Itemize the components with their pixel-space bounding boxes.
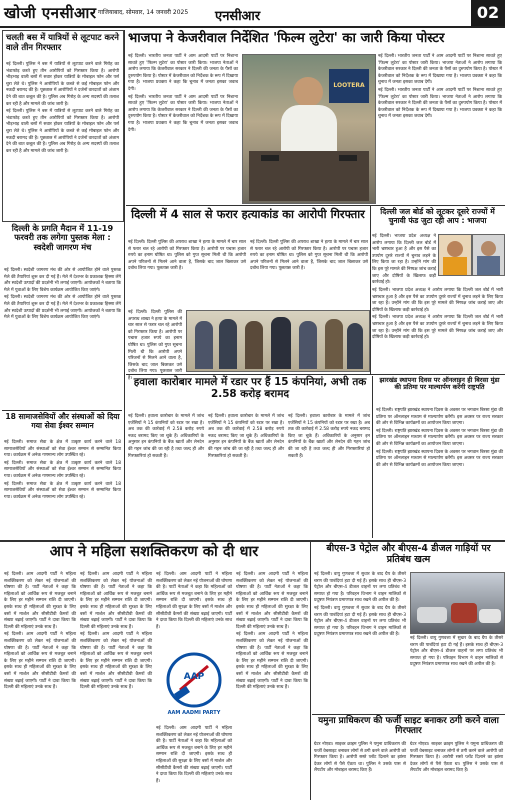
jail-escape-headline: दिल्ली में 4 साल से फरार हत्याकांड का आरोपी गिरफ्तार — [131, 207, 365, 221]
jail-escape-body-2: नई दिल्ली। दिल्ली पुलिस की अपराध शाखा ने हत्या के मामले में चार साल से फरार चल रहे आरोपी को गिरफ्तार किया है। आरोपी पर पचास हजार रुपये का इनाम घोषित था। पुलिस को गुप्त सूचना मिली थी कि आरोपी अपने परिजनों से मिलने आने वाला है, जिसके बाद जाल बिछाकर उसे दबोच लिया गया। पूछताछ जारी है। — [250, 240, 368, 272]
bs3-bs4-body-2: नई दिल्ली। वायु गुणवत्ता में सुधार के बाद ग्रैप के तीसरे चरण की पाबंदियां हटा दी गई हैं। इसके साथ ही बीएस-3 पेट्रोल और बीएस-4 डीजल वाहनों पर लगा प्रतिबंध भी समाप्त हो गया है। परिवहन विभाग ने वाहन मालिकों से प्रदूषण नियंत्रण प्रमाणपत्र साथ रखने की अपील की है। — [410, 636, 503, 668]
social-orgs-body: नई दिल्ली। समाज सेवा के क्षेत्र में उत्कृष्ट कार्य करने वाले 18 सामाजसेवियों और संस्थाओं को सेवा ईश्वर सम्मान से सम्मानित किया गया। कार्यक्रम में अनेक गणमान्य लोग उपस्थित रहे। नई दिल्ली। समाज सेवा के क्षेत्र में उत्कृष्ट कार्य करने वाले 18 सामाजसेवियों और संस्थाओं को सेवा ईश्वर सम्मान से सम्मानित किया गया। कार्यक्रम में अनेक गणमान्य लोग उपस्थित रहे। नई दिल्ली। समाज सेवा के क्षेत्र में उत्कृष्ट कार्य करने वाले 18 सामाजसेवियों और संस्थाओं को सेवा ईश्वर सम्मान से सम्मानित किया गया। कार्यक्रम में अनेक गणमान्य लोग उपस्थित रहे। — [4, 440, 121, 500]
page-number: 02 — [471, 0, 505, 26]
masthead — [0, 0, 505, 28]
bjp-press-photo — [242, 54, 376, 204]
aap-women-body-5: नई दिल्ली। आम आदमी पार्टी ने महिला सशक्तिकरण को लेकर नई योजनाओं की घोषणा की है। पार्टी नेताओं ने कहा कि महिलाओं को आर्थिक रूप से मजबूत बनाने के लिए हर महीने सम्मान राशि दी जाएगी। इसके साथ ही महिलाओं की सुरक्षा के लिए बसों में मार्शल और सीसीटीवी कैमरों की संख्या बढ़ाई जाएगी। पार्टी ने दावा किया कि दिल्ली की महिलाएं उनके साथ हैं। नई दिल्ली। आम आदमी पार्टी ने महिला सशक्तिकरण को लेकर नई योजनाओं की घोषणा की है। पार्टी नेताओं ने कहा कि महिलाओं को आर्थिक रूप से मजबूत बनाने के लिए हर महीने सम्मान राशि दी जाएगी। इसके साथ ही महिलाओं की सुरक्षा के लिए बसों में मार्शल और सीसीटीवी कैमरों की संख्या बढ़ाई जाएगी। पार्टी ने दावा किया कि दिल्ली की महिलाएं उनके साथ हैं। — [236, 572, 308, 691]
bs3-bs4-headline: बीएस-3 पेट्रोल और बीएस-4 डीजल गाड़ियों पर प्रतिबंध खत्म — [326, 543, 491, 565]
jail-escape-body-1: नई दिल्ली। दिल्ली पुलिस की अपराध शाखा ने हत्या के मामले में चार साल से फरार चल रहे आरोपी को गिरफ्तार किया है। आरोपी पर पचास हजार रुपये का इनाम घोषित था। पुलिस को गुप्त सूचना मिली थी कि आरोपी अपने परिजनों से मिलने आने वाला है, जिसके बाद जाल बिछाकर उसे दबोच लिया गया। पूछताछ जारी है। — [128, 240, 246, 272]
jal-board-photo-kejriwal — [472, 234, 505, 276]
newspaper-name: खोजी एनसीआर — [4, 4, 97, 22]
aap-women-headline: आप ने महिला सशक्तिकरण को दी धार — [49, 543, 259, 560]
section-title: एनसीआर — [215, 9, 261, 24]
bjp-poster-headline: भाजपा ने केजरीवाल निर्देशित 'फिल्म लुटेरा' का जारी किया पोस्टर — [128, 31, 445, 46]
jal-board-headline: दिल्ली जल बोर्ड को लूटकर दूसरे राज्यों में चुनावी फंड जुटा रही आप : भाजपा — [380, 207, 495, 225]
divider — [0, 540, 505, 542]
dateline: गाजियाबाद, सोमवार, 14 जनवरी 2025 — [98, 9, 189, 16]
aap-logo-text: AAP — [183, 672, 205, 682]
jal-board-body-1: नई दिल्ली। भाजपा प्रदेश अध्यक्ष ने आरोप लगाया कि दिल्ली जल बोर्ड में भारी भ्रष्टाचार हुआ है और इस पैसे का उपयोग दूसरे राज्यों में चुनाव लड़ने के लिए किया जा रहा है। उन्होंने मांग की कि इस पूरे मामले की निष्पक्ष जांच कराई जाए और दोषियों के खिलाफ कड़ी कार्रवाई हो। — [372, 234, 436, 286]
bus-thieves-headline: चलती बस में यात्रियों से लूटपाट करने वाले तीन गिरफ्तार — [6, 32, 119, 52]
book-fair-body: नई दिल्ली। स्वदेशी जागरण मंच की ओर से आयोजित होने वाले पुस्तक मेले की तैयारियां शुरू कर दी गई हैं। मेले में देशभर के प्रकाशक हिस्सा लेंगे और स्वदेशी उत्पादों की प्रदर्शनी भी लगाई जाएगी। आयोजकों ने बताया कि मेले में युवाओं के लिए विशेष कार्यक्रम आयोजित किए जाएंगे। नई दिल्ली। स्वदेशी जागरण मंच की ओर से आयोजित होने वाले पुस्तक मेले की तैयारियां शुरू कर दी गई हैं। मेले में देशभर के प्रकाशक हिस्सा लेंगे और स्वदेशी उत्पादों की प्रदर्शनी भी लगाई जाएगी। आयोजकों ने बताया कि मेले में युवाओं के लिए विशेष कार्यक्रम आयोजित किए जाएंगे। — [4, 268, 121, 321]
yamuna-body-1: ग्रेटर नोएडा। साइबर क्राइम पुलिस ने यमुना प्राधिकरण की फर्जी वेबसाइट बनाकर लोगों से ठगी करने वाले आरोपी को गिरफ्तार किया है। आरोपी सस्ते प्लॉट दिलाने का झांसा देकर लोगों से पैसे ऐंठता था। पुलिस ने उसके पास से लैपटॉप और मोबाइल बरामद किए हैं। — [314, 742, 406, 774]
jal-board-photo-sachdeva — [438, 234, 472, 276]
hawala-headline: हवाला कारोबार मामले में रडार पर हैं 15 कंपनियां, अभी तक 2.58 करोड़ बरामद — [133, 376, 367, 400]
aap-women-body-1: नई दिल्ली। आम आदमी पार्टी ने महिला सशक्तिकरण को लेकर नई योजनाओं की घोषणा की है। पार्टी नेताओं ने कहा कि महिलाओं को आर्थिक रूप से मजबूत बनाने के लिए हर महीने सम्मान राशि दी जाएगी। इसके साथ ही महिलाओं की सुरक्षा के लिए बसों में मार्शल और सीसीटीवी कैमरों की संख्या बढ़ाई जाएगी। पार्टी ने दावा किया कि दिल्ली की महिलाएं उनके साथ हैं। नई दिल्ली। आम आदमी पार्टी ने महिला सशक्तिकरण को लेकर नई योजनाओं की घोषणा की है। पार्टी नेताओं ने कहा कि महिलाओं को आर्थिक रूप से मजबूत बनाने के लिए हर महीने सम्मान राशि दी जाएगी। इसके साथ ही महिलाओं की सुरक्षा के लिए बसों में मार्शल और सीसीटीवी कैमरों की संख्या बढ़ाई जाएगी। पार्टी ने दावा किया कि दिल्ली की महिलाएं उनके साथ हैं। — [4, 572, 76, 691]
bus-thieves-body: नई दिल्ली। पुलिस ने बस में यात्रियों से लूटपाट करने वाले गिरोह का भंडाफोड़ करते हुए तीन आरोपियों को गिरफ्तार किया है। आरोपी भीड़भाड़ वाली बसों में सवार होकर यात्रियों के मोबाइल फोन और पर्स चुरा लेते थे। पुलिस ने आरोपियों के कब्जे से कई मोबाइल फोन और नकदी बरामद की है। पूछताछ में आरोपियों ने दर्जनों वारदातों को अंजाम देने की बात कबूल की है। पुलिस अब गिरोह के अन्य सदस्यों की तलाश कर रही है और मामले की जांच जारी है। नई दिल्ली। पुलिस ने बस में यात्रियों से लूटपाट करने वाले गिरोह का भंडाफोड़ करते हुए तीन आरोपियों को गिरफ्तार किया है। आरोपी भीड़भाड़ वाली बसों में सवार होकर यात्रियों के मोबाइल फोन और पर्स चुरा लेते थे। पुलिस ने आरोपियों के कब्जे से कई मोबाइल फोन और नकदी बरामद की है। पूछताछ में आरोपियों ने दर्जनों वारदातों को अंजाम देने की बात कबूल की है। पुलिस अब गिरोह के अन्य सदस्यों की तलाश कर रही है और मामले की जांच जारी है। — [6, 62, 119, 154]
aap-logo — [156, 650, 232, 724]
divider — [2, 410, 122, 411]
divider — [126, 205, 505, 206]
yamuna-body-2: ग्रेटर नोएडा। साइबर क्राइम पुलिस ने यमुना प्राधिकरण की फर्जी वेबसाइट बनाकर लोगों से ठगी करने वाले आरोपी को गिरफ्तार किया है। आरोपी सस्ते प्लॉट दिलाने का झांसा देकर लोगों से पैसे ऐंठता था। पुलिस ने उसके पास से लैपटॉप और मोबाइल बरामद किए हैं। — [410, 742, 503, 774]
lootera-poster: LOOTERA — [329, 69, 369, 103]
arrest-photo — [186, 310, 370, 372]
aap-women-body-2: नई दिल्ली। आम आदमी पार्टी ने महिला सशक्तिकरण को लेकर नई योजनाओं की घोषणा की है। पार्टी नेताओं ने कहा कि महिलाओं को आर्थिक रूप से मजबूत बनाने के लिए हर महीने सम्मान राशि दी जाएगी। इसके साथ ही महिलाओं की सुरक्षा के लिए बसों में मार्शल और सीसीटीवी कैमरों की संख्या बढ़ाई जाएगी। पार्टी ने दावा किया कि दिल्ली की महिलाएं उनके साथ हैं। नई दिल्ली। आम आदमी पार्टी ने महिला सशक्तिकरण को लेकर नई योजनाओं की घोषणा की है। पार्टी नेताओं ने कहा कि महिलाओं को आर्थिक रूप से मजबूत बनाने के लिए हर महीने सम्मान राशि दी जाएगी। इसके साथ ही महिलाओं की सुरक्षा के लिए बसों में मार्शल और सीसीटीवी कैमरों की संख्या बढ़ाई जाएगी। पार्टी ने दावा किया कि दिल्ली की महिलाएं उनके साथ हैं। — [80, 572, 152, 691]
hawala-body-3: नई दिल्ली। हवाला कारोबार के मामले में जांच एजेंसियों ने 15 कंपनियों को रडार पर रखा है। अब तक की कार्रवाई में 2.58 करोड़ रुपये नकद बरामद किए जा चुके हैं। अधिकारियों के अनुसार इन कंपनियों के बैंक खातों और लेनदेन की गहन जांच की जा रही है तथा जल्द ही और गिरफ्तारियां हो सकती हैं। — [288, 414, 370, 459]
column-divider — [310, 542, 311, 800]
column-divider — [124, 30, 125, 540]
column-divider — [372, 376, 373, 538]
traffic-photo — [410, 572, 505, 634]
social-orgs-headline: 18 सामाजसेवियों और संस्थाओं को दिया गया सेवा ईश्वर सम्मान — [5, 412, 120, 430]
yamuna-headline: यमुना प्राधिकरण की फर्जी साइट बनाकर ठगी करने वाला गिरफ्तार — [318, 716, 499, 737]
aap-logo-subtext: AAM AADMI PARTY — [167, 710, 221, 716]
jharkhand-headline: झारखंड स्थापना दिवस पर ऑनलाइन ही बिरसा मुंडा की प्रतिमा पर माल्यार्पण करेंगी राष्ट्रपति — [379, 376, 500, 392]
bjp-poster-body-left: नई दिल्ली। भारतीय जनता पार्टी ने आम आदमी पार्टी पर निशाना साधते हुए 'फिल्म लुटेरा' का पोस्टर जारी किया। भाजपा नेताओं ने आरोप लगाया कि केजरीवाल सरकार ने दिल्ली की जनता के पैसों का दुरुपयोग किया है। पोस्टर में केजरीवाल को निर्देशक के रूप में दिखाया गया है। भाजपा प्रवक्ता ने कहा कि चुनाव में जनता इसका जवाब देगी। नई दिल्ली। भारतीय जनता पार्टी ने आम आदमी पार्टी पर निशाना साधते हुए 'फिल्म लुटेरा' का पोस्टर जारी किया। भाजपा नेताओं ने आरोप लगाया कि केजरीवाल सरकार ने दिल्ली की जनता के पैसों का दुरुपयोग किया है। पोस्टर में केजरीवाल को निर्देशक के रूप में दिखाया गया है। भाजपा प्रवक्ता ने कहा कि चुनाव में जनता इसका जवाब देगी। — [128, 54, 238, 133]
column-divider — [370, 206, 371, 374]
divider — [312, 714, 505, 715]
aap-women-body-4: नई दिल्ली। आम आदमी पार्टी ने महिला सशक्तिकरण को लेकर नई योजनाओं की घोषणा की है। पार्टी नेताओं ने कहा कि महिलाओं को आर्थिक रूप से मजबूत बनाने के लिए हर महीने सम्मान राशि दी जाएगी। इसके साथ ही महिलाओं की सुरक्षा के लिए बसों में मार्शल और सीसीटीवी कैमरों की संख्या बढ़ाई जाएगी। पार्टी ने दावा किया कि दिल्ली की महिलाएं उनके साथ हैं। — [156, 726, 233, 784]
jal-board-body-2: नई दिल्ली। भाजपा प्रदेश अध्यक्ष ने आरोप लगाया कि दिल्ली जल बोर्ड में भारी भ्रष्टाचार हुआ है और इस पैसे का उपयोग दूसरे राज्यों में चुनाव लड़ने के लिए किया जा रहा है। उन्होंने मांग की कि इस पूरे मामले की निष्पक्ष जांच कराई जाए और दोषियों के खिलाफ कड़ी कार्रवाई हो। नई दिल्ली। भाजपा प्रदेश अध्यक्ष ने आरोप लगाया कि दिल्ली जल बोर्ड में भारी भ्रष्टाचार हुआ है और इस पैसे का उपयोग दूसरे राज्यों में चुनाव लड़ने के लिए किया जा रहा है। उन्होंने मांग की कि इस पूरे मामले की निष्पक्ष जांच कराई जाए और दोषियों के खिलाफ कड़ी कार्रवाई हो। — [372, 288, 503, 341]
aap-women-body-3: नई दिल्ली। आम आदमी पार्टी ने महिला सशक्तिकरण को लेकर नई योजनाओं की घोषणा की है। पार्टी नेताओं ने कहा कि महिलाओं को आर्थिक रूप से मजबूत बनाने के लिए हर महीने सम्मान राशि दी जाएगी। इसके साथ ही महिलाओं की सुरक्षा के लिए बसों में मार्शल और सीसीटीवी कैमरों की संख्या बढ़ाई जाएगी। पार्टी ने दावा किया कि दिल्ली की महिलाएं उनके साथ हैं। — [156, 572, 233, 630]
hawala-body-2: नई दिल्ली। हवाला कारोबार के मामले में जांच एजेंसियों ने 15 कंपनियों को रडार पर रखा है। अब तक की कार्रवाई में 2.58 करोड़ रुपये नकद बरामद किए जा चुके हैं। अधिकारियों के अनुसार इन कंपनियों के बैंक खातों और लेनदेन की गहन जांच की जा रही है तथा जल्द ही और गिरफ्तारियां हो सकती हैं। — [208, 414, 284, 459]
bjp-poster-body-right: नई दिल्ली। भारतीय जनता पार्टी ने आम आदमी पार्टी पर निशाना साधते हुए 'फिल्म लुटेरा' का पोस्टर जारी किया। भाजपा नेताओं ने आरोप लगाया कि केजरीवाल सरकार ने दिल्ली की जनता के पैसों का दुरुपयोग किया है। पोस्टर में केजरीवाल को निर्देशक के रूप में दिखाया गया है। भाजपा प्रवक्ता ने कहा कि चुनाव में जनता इसका जवाब देगी। नई दिल्ली। भारतीय जनता पार्टी ने आम आदमी पार्टी पर निशाना साधते हुए 'फिल्म लुटेरा' का पोस्टर जारी किया। भाजपा नेताओं ने आरोप लगाया कि केजरीवाल सरकार ने दिल्ली की जनता के पैसों का दुरुपयोग किया है। पोस्टर में केजरीवाल को निर्देशक के रूप में दिखाया गया है। भाजपा प्रवक्ता ने कहा कि चुनाव में जनता इसका जवाब देगी। — [378, 54, 502, 120]
hawala-body-1: नई दिल्ली। हवाला कारोबार के मामले में जांच एजेंसियों ने 15 कंपनियों को रडार पर रखा है। अब तक की कार्रवाई में 2.58 करोड़ रुपये नकद बरामद किए जा चुके हैं। अधिकारियों के अनुसार इन कंपनियों के बैंक खातों और लेनदेन की गहन जांच की जा रही है तथा जल्द ही और गिरफ्तारियां हो सकती हैं। — [128, 414, 204, 459]
jail-escape-body-3: नई दिल्ली। दिल्ली पुलिस की अपराध शाखा ने हत्या के मामले में चार साल से फरार चल रहे आरोपी को गिरफ्तार किया है। आरोपी पर पचास हजार रुपये का इनाम घोषित था। पुलिस को गुप्त सूचना मिली थी कि आरोपी अपने परिजनों से मिलने आने वाला है, जिसके बाद जाल बिछाकर उसे दबोच लिया गया। पूछताछ जारी है। — [128, 310, 182, 381]
bs3-bs4-body-1: नई दिल्ली। वायु गुणवत्ता में सुधार के बाद ग्रैप के तीसरे चरण की पाबंदियां हटा दी गई हैं। इसके साथ ही बीएस-3 पेट्रोल और बीएस-4 डीजल वाहनों पर लगा प्रतिबंध भी समाप्त हो गया है। परिवहन विभाग ने वाहन मालिकों से प्रदूषण नियंत्रण प्रमाणपत्र साथ रखने की अपील की है। नई दिल्ली। वायु गुणवत्ता में सुधार के बाद ग्रैप के तीसरे चरण की पाबंदियां हटा दी गई हैं। इसके साथ ही बीएस-3 पेट्रोल और बीएस-4 डीजल वाहनों पर लगा प्रतिबंध भी समाप्त हो गया है। परिवहन विभाग ने वाहन मालिकों से प्रदूषण नियंत्रण प्रमाणपत्र साथ रखने की अपील की है। — [314, 572, 406, 638]
divider — [126, 374, 505, 375]
book-fair-headline: दिल्ली के प्रगति मैदान में 11-19 फरवरी तक लगेगा पुस्तक मेला : स्वदेशी जागरण मंच — [11, 223, 114, 252]
jharkhand-body: नई दिल्ली। राष्ट्रपति झारखंड स्थापना दिवस के अवसर पर भगवान बिरसा मुंडा की प्रतिमा पर ऑनलाइन माध्यम से माल्यार्पण करेंगी। इस अवसर पर राज्य सरकार की ओर से विभिन्न कार्यक्रमों का आयोजन किया जाएगा। नई दिल्ली। राष्ट्रपति झारखंड स्थापना दिवस के अवसर पर भगवान बिरसा मुंडा की प्रतिमा पर ऑनलाइन माध्यम से माल्यार्पण करेंगी। इस अवसर पर राज्य सरकार की ओर से विभिन्न कार्यक्रमों का आयोजन किया जाएगा। नई दिल्ली। राष्ट्रपति झारखंड स्थापना दिवस के अवसर पर भगवान बिरसा मुंडा की प्रतिमा पर ऑनलाइन माध्यम से माल्यार्पण करेंगी। इस अवसर पर राज्य सरकार की ओर से विभिन्न कार्यक्रमों का आयोजन किया जाएगा। — [376, 408, 503, 468]
